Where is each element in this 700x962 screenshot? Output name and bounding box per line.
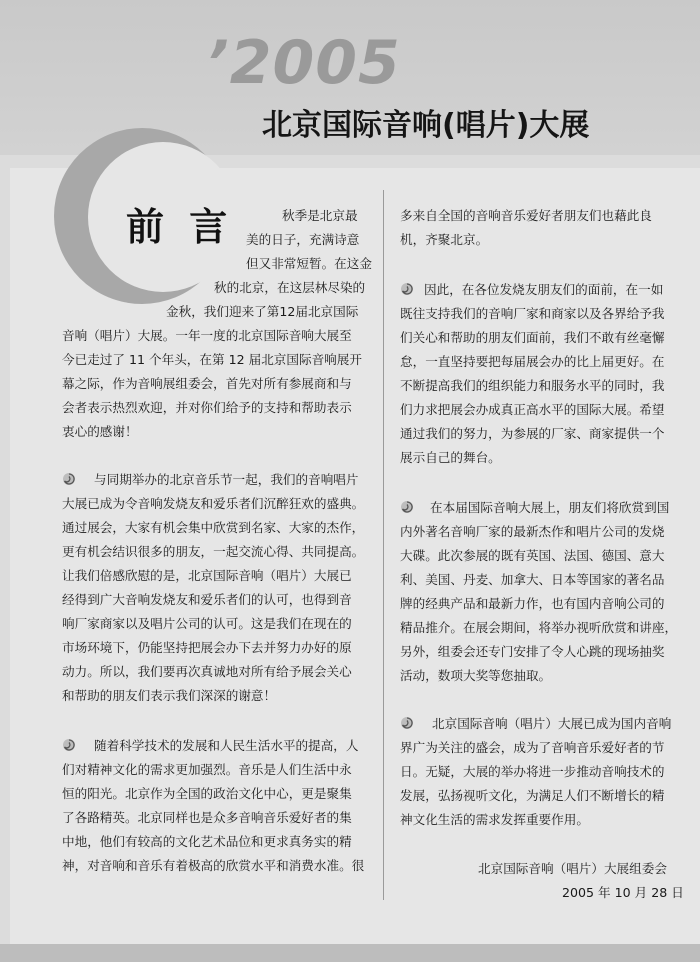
swirl-icon	[400, 716, 414, 730]
intro-line-4: 金秋，我们迎来了第12届北京国际	[166, 304, 359, 319]
right-continuation: 多来自全国的音响音乐爱好者朋友们也藉此良 机，齐聚北京。	[400, 208, 652, 247]
paragraph-3: 随着科学技术的发展和人民生活水平的提高，人 们对精神文化的需求更加强烈。音乐是人们生活中永 恒的阳光。北京作为全国的政治文化中心，更是聚集 了各路精英。北京同样也是众多音响音乐爱好者的集 中地，他们有较高的文化艺术品位和更求真务实的精 神，对音响和音乐有着极高的欣赏水平和消费水准。很	[62, 738, 365, 873]
intro-line-0: 秋季是北京最	[282, 208, 358, 223]
swirl-icon	[400, 282, 414, 296]
column-divider	[383, 190, 384, 900]
paragraph-6: 北京国际音响（唱片）大展已成为国内音响 界广为关注的盛会，成为了音响音乐爱好者的节 日。无疑，大展的举办将进一步推动音响技术的 发展，弘扬视听文化，为满足人们不断增长的精 神文化生活的需求发挥重要作用。	[400, 716, 672, 827]
swirl-icon	[400, 500, 414, 514]
paragraph-5: 在本届国际音响大展上，朋友们将欣赏到国 内外著名音响厂家的最新杰作和唱片公司的发烧 大碟。此次参展的既有英国、法国、德国、意大 利、美国、丹麦、加拿大、日本等国家的著名品 牌的经典产品和最新力作，也有国内音响公司的 精品推介。在展会期间，将举办视听欣赏和讲座， 另外，组委会还专门安排了令人心跳的现场抽奖 活动，数项大奖等您抽取。	[400, 500, 678, 683]
footer-band	[0, 944, 700, 962]
intro-block: 音响（唱片）大展。一年一度的北京国际音响大展至 今已走过了 11 个年头，在第 12 届北京国际音响展开 幕之际，作为音响展组委会，首先对所有参展商和与 会者表示热烈欢迎，并对你们给予的支持和帮助表示 衷心的感谢！	[62, 328, 362, 439]
year-title: ’2005	[206, 28, 401, 98]
intro-line-2: 但又非常短暂。在这金	[246, 256, 372, 271]
page-title: 北京国际音响(唱片)大展	[262, 108, 590, 143]
swirl-icon	[62, 738, 76, 752]
paragraph-2: 与同期举办的北京音乐节一起，我们的音响唱片 大展已成为令音响发烧友和爱乐者们沉醉狂欢的盛典。 通过展会，大家有机会集中欣赏到名家、大家的杰作， 更有机会结识很多的朋友，一起交流心得、共同提高。 让我们倍感欣慰的是，北京国际音响（唱片）大展已 经得到广大音响发烧友和爱乐者们的认可，也得到音 响厂家商家以及唱片公司的认可。这是我们在现在的 市场环境下，仍能坚持把展会办下去并努力办好的原 动力。所以，我们要再次真诚地对所有给予展会关心 和帮助的朋友们表示我们深深的谢意！	[62, 472, 365, 703]
preface-heading: 前 言	[126, 204, 234, 249]
intro-line-3: 秋的北京，在这层林尽染的	[214, 280, 366, 295]
paragraph-4: 因此，在各位发烧友朋友们的面前，在一如 既往支持我们的音响厂家和商家以及各界给予我 们关心和帮助的朋友们面前，我们不敢有丝毫懈 怠，一直坚持要把每届展会办的比上届更好。在 不断提高我们的组织能力和服务水平的同时，我 们力求把展会办成真正高水平的国际大展。希望 通过我们的努力，为参展的厂家、商家提供一个 展示自己的舞台。	[400, 282, 665, 465]
signature: 北京国际音响（唱片）大展组委会	[478, 861, 667, 876]
swirl-icon	[62, 472, 76, 486]
intro-line-1: 美的日子，充满诗意	[246, 232, 360, 247]
date: 2005 年 10 月 28 日	[562, 885, 684, 900]
